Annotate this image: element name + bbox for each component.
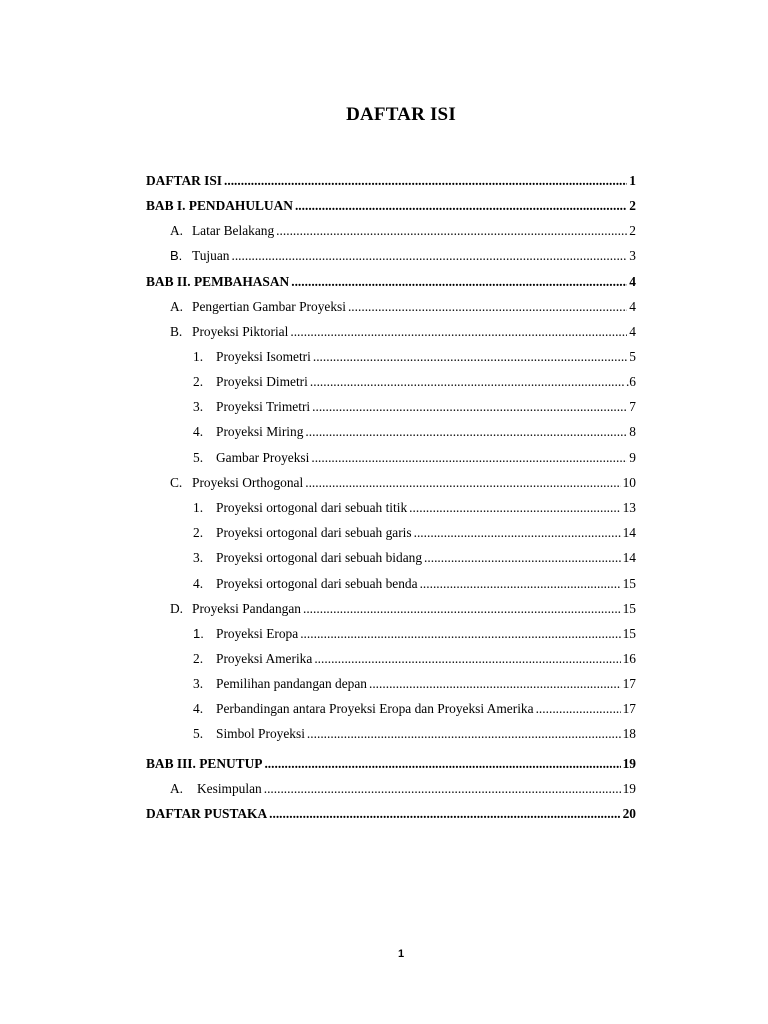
toc-dot-leader xyxy=(420,575,621,593)
toc-entry[interactable] xyxy=(193,348,636,366)
toc-entry-label: Latar Belakang xyxy=(192,223,275,238)
toc-entry[interactable] xyxy=(146,172,636,190)
toc-entry-label: Simbol Proyeksi xyxy=(216,726,305,741)
toc-entry-label: Proyeksi Piktorial xyxy=(192,324,289,339)
toc-entry[interactable] xyxy=(193,675,636,693)
toc-entry-label: Proyeksi Dimetri xyxy=(216,374,308,389)
toc-entry-label: Proyeksi Amerika xyxy=(216,651,313,666)
toc-entry-label: Proyeksi Orthogonal xyxy=(192,475,304,490)
toc-entry-label: DAFTAR ISI xyxy=(146,173,223,188)
toc-entry-page: 20 xyxy=(622,806,636,821)
toc-entry[interactable] xyxy=(193,725,636,743)
toc-entry[interactable] xyxy=(193,398,636,416)
toc-entry-label: Pengertian Gambar Proyeksi xyxy=(192,299,346,314)
toc-entry-label: Proyeksi ortogonal dari sebuah titik xyxy=(216,500,408,515)
toc-dot-leader xyxy=(224,172,627,190)
toc-entry-page: 4 xyxy=(629,324,636,339)
toc-dot-leader xyxy=(264,755,620,773)
toc-entry-marker: B. xyxy=(170,248,183,263)
toc-entry-marker: 1. xyxy=(193,500,204,515)
toc-dot-leader xyxy=(311,449,627,467)
toc-dot-leader xyxy=(269,805,620,823)
toc-entry-page: 9 xyxy=(629,450,636,465)
toc-entry[interactable] xyxy=(193,575,636,593)
toc-entry-marker: D. xyxy=(170,601,184,616)
toc-entry[interactable] xyxy=(170,323,636,341)
toc-dot-leader xyxy=(305,423,627,441)
toc-entry-label: Proyeksi Miring xyxy=(216,424,304,439)
toc-entry-page: 15 xyxy=(622,626,636,641)
toc-entry[interactable] xyxy=(170,474,636,492)
toc-dot-leader xyxy=(276,222,627,240)
toc-entry-label: Proyeksi ortogonal dari sebuah garis xyxy=(216,525,412,540)
toc-dot-leader xyxy=(307,725,621,743)
toc-entry-label: BAB III. PENUTUP xyxy=(146,756,263,771)
toc-entry-page: 5 xyxy=(629,349,636,364)
toc-dot-leader xyxy=(291,273,627,291)
toc-entry-marker: 2. xyxy=(193,525,204,540)
toc-entry-page: 2 xyxy=(629,198,636,213)
toc-dot-leader xyxy=(295,197,627,215)
toc-dot-leader xyxy=(310,373,624,391)
toc-entry-page: 15 xyxy=(622,576,636,591)
toc-dot-leader xyxy=(536,700,621,718)
toc-dot-leader xyxy=(303,600,621,618)
toc-entry-label: Proyeksi Eropa xyxy=(216,626,299,641)
toc-entry-page: 16 xyxy=(622,651,636,666)
toc-dot-leader xyxy=(424,549,621,567)
toc-entry[interactable] xyxy=(170,222,636,240)
toc-entry-marker: 4. xyxy=(193,576,204,591)
toc-entry-label: Proyeksi ortogonal dari sebuah bidang xyxy=(216,550,423,565)
toc-entry-marker: A. xyxy=(170,299,184,314)
toc-dot-leader xyxy=(369,675,621,693)
toc-entry[interactable] xyxy=(193,449,636,467)
toc-entry-label: BAB I. PENDAHULUAN xyxy=(146,198,293,213)
toc-entry-page: 17 xyxy=(622,676,636,691)
toc-entry-page: 14 xyxy=(622,550,636,565)
toc-entry-marker: 3. xyxy=(193,550,204,565)
toc-entry-marker: 1. xyxy=(193,626,204,641)
toc-entry-page: 2 xyxy=(629,223,636,238)
toc-entry-label: Proyeksi Trimetri xyxy=(216,399,311,414)
toc-entry-page: 13 xyxy=(622,500,636,515)
toc-entry-page: 8 xyxy=(629,424,636,439)
toc-dot-leader xyxy=(409,499,620,517)
toc-entry-page: 1 xyxy=(629,173,636,188)
toc-dot-leader xyxy=(300,625,620,643)
toc-entry-marker: 4. xyxy=(193,701,204,716)
toc-entry-marker: 2. xyxy=(193,374,204,389)
toc-entry-marker: C. xyxy=(170,475,183,490)
toc-dot-leader xyxy=(264,780,621,798)
toc-entry-marker: 3. xyxy=(193,399,204,414)
toc-entry-marker: A. xyxy=(170,781,184,796)
toc-entry[interactable] xyxy=(170,298,636,316)
toc-entry[interactable] xyxy=(193,650,636,668)
toc-entry-marker: 4. xyxy=(193,424,204,439)
toc-entry[interactable] xyxy=(146,197,636,215)
toc-entry-label: Proyeksi Isometri xyxy=(216,349,311,364)
page-number: 1 xyxy=(397,948,405,960)
toc-dot-leader xyxy=(312,398,627,416)
toc-entry-page: 17 xyxy=(622,701,636,716)
toc-entry[interactable] xyxy=(170,780,636,798)
toc-entry[interactable] xyxy=(193,700,636,718)
page-title: DAFTAR ISI xyxy=(346,104,456,125)
toc-entry-marker: 1. xyxy=(193,349,204,364)
toc-entry[interactable] xyxy=(193,524,636,542)
toc-dot-leader xyxy=(290,323,627,341)
toc-entry-page: .6 xyxy=(625,374,636,389)
toc-entry-marker: 5. xyxy=(193,450,204,465)
toc-entry-label: Tujuan xyxy=(192,248,230,263)
toc-entry-label: Proyeksi Pandangan xyxy=(192,601,301,616)
toc-entry-page: 18 xyxy=(622,726,636,741)
toc-entry[interactable] xyxy=(193,423,636,441)
toc-entry-label: Gambar Proyeksi xyxy=(216,450,310,465)
toc-entry-page: 19 xyxy=(622,781,636,796)
toc-entry-marker: 5. xyxy=(193,726,204,741)
toc-entry[interactable] xyxy=(146,805,636,823)
toc-dot-leader xyxy=(231,247,627,265)
toc-entry[interactable] xyxy=(146,755,636,773)
toc-entry-page: 7 xyxy=(629,399,636,414)
toc-entry-marker: A. xyxy=(170,223,184,238)
toc-entry[interactable] xyxy=(170,600,636,618)
toc-entry-page: 19 xyxy=(622,756,636,771)
toc-entry[interactable] xyxy=(146,273,636,291)
toc-entry[interactable] xyxy=(193,549,636,567)
toc-dot-leader xyxy=(314,650,620,668)
toc-entry-marker: 2. xyxy=(193,651,204,666)
toc-entry-page: 4 xyxy=(629,299,636,314)
toc-entry-label: Kesimpulan xyxy=(197,781,262,796)
toc-entry-label: Perbandingan antara Proyeksi Eropa dan Proyeksi Amerika xyxy=(216,701,534,716)
toc-entry-page: 10 xyxy=(622,475,636,490)
toc-entry[interactable] xyxy=(193,373,636,391)
toc-dot-leader xyxy=(414,524,621,542)
toc-entry[interactable] xyxy=(170,247,636,265)
toc-dot-leader xyxy=(348,298,627,316)
toc-entry-label: DAFTAR PUSTAKA xyxy=(146,806,268,821)
toc-entry-label: Pemilihan pandangan depan xyxy=(216,676,367,691)
toc-entry-page: 15 xyxy=(622,601,636,616)
toc-entry-label: Proyeksi ortogonal dari sebuah benda xyxy=(216,576,418,591)
toc-entry-label: BAB II. PEMBAHASAN xyxy=(146,274,290,289)
toc-entry-page: 4 xyxy=(629,274,636,289)
toc-entry[interactable] xyxy=(193,499,636,517)
toc-entry-marker: B. xyxy=(170,324,183,339)
toc-entry-marker: 3. xyxy=(193,676,204,691)
toc-dot-leader xyxy=(313,348,627,366)
toc-dot-leader xyxy=(305,474,620,492)
toc-entry-page: 14 xyxy=(622,525,636,540)
toc-entry-page: 3 xyxy=(629,248,636,263)
toc-entry[interactable] xyxy=(193,625,636,643)
